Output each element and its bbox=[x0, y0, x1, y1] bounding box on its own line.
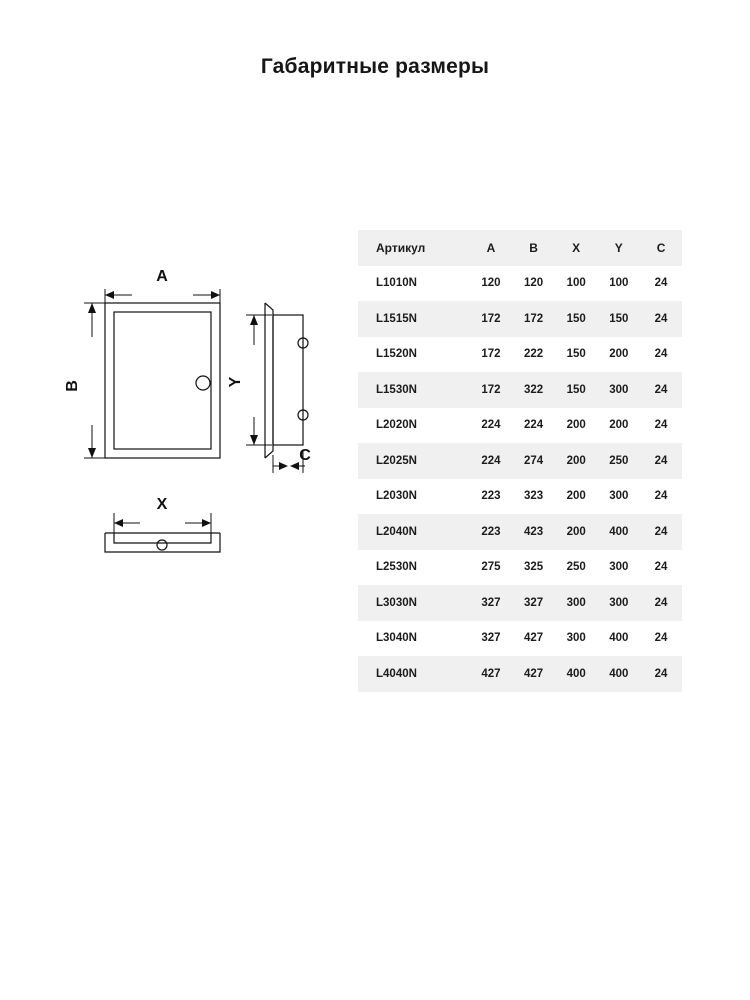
cell-b: 427 bbox=[523, 667, 544, 680]
cell-a: 224 bbox=[481, 454, 501, 467]
cell-y: 300 bbox=[609, 596, 629, 609]
cell-c: 24 bbox=[654, 632, 668, 645]
cell-b: 274 bbox=[523, 454, 544, 467]
table-row bbox=[358, 514, 682, 550]
cell-x: 100 bbox=[566, 277, 586, 290]
table-row bbox=[358, 266, 682, 302]
front-view-handle bbox=[196, 376, 210, 390]
dimensions-table bbox=[358, 230, 682, 692]
cell-article: L1530N bbox=[376, 383, 417, 396]
table-body bbox=[358, 266, 682, 692]
cell-a: 327 bbox=[481, 632, 501, 645]
cell-article: L2530N bbox=[376, 561, 417, 574]
cell-c: 24 bbox=[654, 454, 668, 467]
arrow-x-right bbox=[202, 519, 211, 527]
table-header bbox=[358, 230, 682, 266]
table-row bbox=[358, 443, 682, 479]
cell-b: 172 bbox=[523, 312, 544, 325]
label-c: C bbox=[299, 447, 311, 464]
cell-y: 200 bbox=[609, 348, 629, 361]
label-y: Y bbox=[227, 376, 244, 388]
cell-x: 150 bbox=[566, 348, 586, 361]
cell-b: 327 bbox=[523, 596, 544, 609]
cell-x: 200 bbox=[566, 419, 586, 432]
cell-b: 325 bbox=[523, 561, 544, 574]
cell-x: 250 bbox=[566, 561, 586, 574]
cell-y: 200 bbox=[609, 419, 629, 432]
cell-b: 323 bbox=[523, 490, 544, 503]
column-header-c: C bbox=[656, 240, 666, 255]
cell-x: 200 bbox=[566, 525, 586, 538]
label-b: B bbox=[64, 380, 81, 392]
arrow-b-bottom bbox=[88, 448, 96, 458]
table-row bbox=[358, 408, 682, 444]
cell-article: L1520N bbox=[376, 348, 417, 361]
cell-y: 300 bbox=[609, 490, 629, 503]
cell-b: 120 bbox=[523, 277, 544, 290]
cell-y: 250 bbox=[609, 454, 629, 467]
cell-c: 24 bbox=[654, 277, 668, 290]
arrow-a-left bbox=[105, 291, 114, 299]
table-row bbox=[358, 656, 682, 692]
cell-c: 24 bbox=[654, 348, 668, 361]
arrow-x-left bbox=[114, 519, 123, 527]
cell-b: 222 bbox=[523, 348, 544, 361]
cell-a: 172 bbox=[481, 348, 501, 361]
cell-article: L4040N bbox=[376, 667, 417, 680]
cell-article: L3030N bbox=[376, 596, 417, 609]
table-row bbox=[358, 337, 682, 373]
table-row bbox=[358, 621, 682, 657]
cell-c: 24 bbox=[654, 383, 668, 396]
drawing-svg bbox=[60, 255, 360, 595]
cell-article: L3040N bbox=[376, 632, 417, 645]
arrow-y-bottom bbox=[250, 435, 258, 445]
cell-article: L1515N bbox=[376, 312, 417, 325]
cell-a: 223 bbox=[481, 525, 501, 538]
arrow-b-top bbox=[88, 303, 96, 313]
cell-y: 400 bbox=[609, 632, 629, 645]
cell-c: 24 bbox=[654, 419, 668, 432]
cell-x: 200 bbox=[566, 490, 586, 503]
arrow-c-left bbox=[279, 462, 288, 470]
cell-article: L2040N bbox=[376, 525, 417, 538]
column-header-x: X bbox=[572, 240, 581, 255]
table-row bbox=[358, 585, 682, 621]
cell-a: 275 bbox=[481, 561, 501, 574]
table-row bbox=[358, 479, 682, 515]
arrow-y-top bbox=[250, 315, 258, 325]
arrow-c-right bbox=[290, 462, 299, 470]
cell-b: 322 bbox=[523, 383, 544, 396]
table-row bbox=[358, 301, 682, 337]
label-a: A bbox=[156, 268, 168, 285]
cell-article: L2030N bbox=[376, 490, 417, 503]
arrow-a-right bbox=[211, 291, 220, 299]
cell-x: 200 bbox=[566, 454, 586, 467]
cell-a: 172 bbox=[481, 312, 501, 325]
dimension-y bbox=[246, 315, 272, 445]
cell-x: 300 bbox=[566, 596, 586, 609]
cell-a: 120 bbox=[481, 277, 501, 290]
cell-x: 150 bbox=[566, 312, 586, 325]
cell-a: 224 bbox=[481, 419, 501, 432]
cell-y: 400 bbox=[609, 525, 629, 538]
cell-x: 400 bbox=[566, 667, 586, 680]
cell-y: 300 bbox=[609, 383, 629, 396]
cell-x: 300 bbox=[566, 632, 586, 645]
cell-article: L1010N bbox=[376, 277, 417, 290]
page-title: Габаритные размеры bbox=[260, 55, 490, 78]
cell-c: 24 bbox=[654, 312, 668, 325]
cell-a: 427 bbox=[481, 667, 501, 680]
cell-b: 427 bbox=[523, 632, 544, 645]
cell-b: 224 bbox=[523, 419, 544, 432]
side-view bbox=[265, 303, 308, 458]
cell-article: L2020N bbox=[376, 419, 417, 432]
cell-b: 423 bbox=[523, 525, 544, 538]
table-row bbox=[358, 372, 682, 408]
cell-y: 150 bbox=[609, 312, 629, 325]
column-header-b: B bbox=[529, 240, 538, 255]
cell-a: 172 bbox=[481, 383, 501, 396]
cell-c: 24 bbox=[654, 667, 668, 680]
technical-drawing bbox=[60, 255, 360, 595]
cell-article: L2025N bbox=[376, 454, 417, 467]
cell-a: 327 bbox=[481, 596, 501, 609]
cell-c: 24 bbox=[654, 490, 668, 503]
cell-a: 223 bbox=[481, 490, 501, 503]
cell-y: 100 bbox=[609, 277, 629, 290]
label-x: X bbox=[156, 496, 168, 513]
front-view-outer-frame bbox=[105, 303, 220, 458]
cell-y: 300 bbox=[609, 561, 629, 574]
cell-c: 24 bbox=[654, 596, 668, 609]
cell-c: 24 bbox=[654, 525, 668, 538]
table-row bbox=[358, 550, 682, 586]
bottom-view bbox=[105, 533, 220, 552]
table-header-row bbox=[358, 230, 682, 266]
cell-c: 24 bbox=[654, 561, 668, 574]
column-header-a: A bbox=[486, 240, 496, 255]
cell-y: 400 bbox=[609, 667, 629, 680]
column-header-y: Y bbox=[614, 240, 623, 255]
cell-x: 150 bbox=[566, 383, 586, 396]
dimension-a bbox=[105, 289, 220, 307]
column-header-article: Артикул bbox=[376, 240, 426, 255]
